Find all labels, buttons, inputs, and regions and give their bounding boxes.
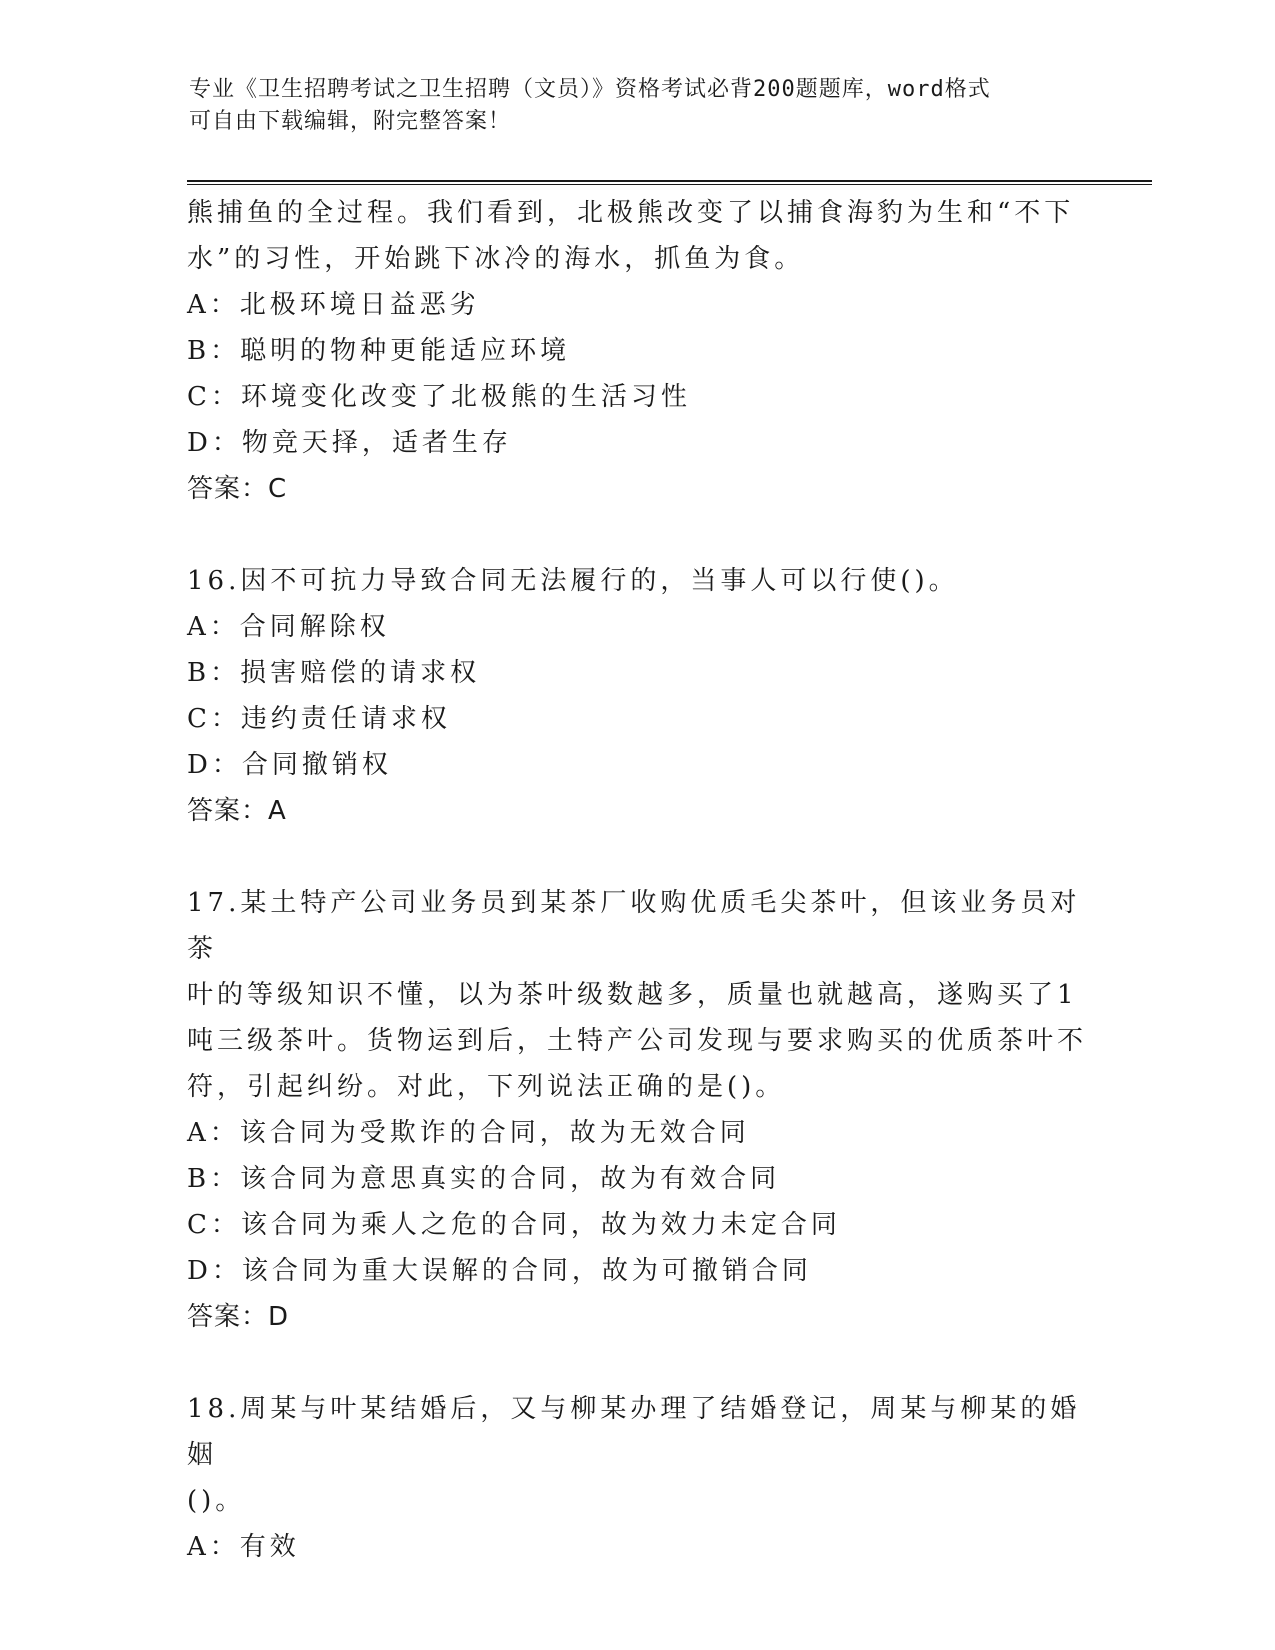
question-text-line: 16.因不可抗力导致合同无法履行的，当事人可以行使()。 (187, 566, 959, 596)
question-15-continuation (187, 190, 1087, 512)
document-header (189, 74, 1089, 138)
option-c: C：违约责任请求权 (187, 704, 451, 734)
option-b: B：该合同为意思真实的合同，故为有效合同 (187, 1164, 781, 1194)
header-divider-thick (187, 180, 1152, 182)
option-c: C：该合同为乘人之危的合同，故为效力未定合同 (187, 1210, 841, 1240)
question-17 (187, 880, 1087, 1340)
header-line-1: 专业《卫生招聘考试之卫生招聘（文员）》资格考试必背200题题库，word格式 (189, 77, 991, 102)
answer-line: 答案：C (187, 474, 288, 504)
question-text-line: 熊捕鱼的全过程。我们看到，北极熊改变了以捕食海豹为生和“不下 (187, 198, 1075, 228)
header-divider-thin (187, 184, 1152, 185)
option-a: A：合同解除权 (187, 612, 390, 642)
option-a: A：该合同为受欺诈的合同，故为无效合同 (187, 1118, 750, 1148)
document-body (187, 190, 1087, 1570)
option-b: B：聪明的物种更能适应环境 (187, 336, 571, 366)
answer-line: 答案：A (187, 796, 287, 826)
option-d: D：合同撤销权 (187, 750, 392, 780)
question-text-line: ()。 (187, 1486, 246, 1516)
question-18 (187, 1386, 1087, 1570)
question-text-line: 水”的习性，开始跳下冰冷的海水，抓鱼为食。 (187, 244, 805, 274)
question-text-line: 吨三级茶叶。货物运到后，土特产公司发现与要求购买的优质茶叶不 (187, 1026, 1088, 1056)
option-d: D：该合同为重大误解的合同，故为可撤销合同 (187, 1256, 812, 1286)
question-text-line: 17.某土特产公司业务员到某茶厂收购优质毛尖茶叶，但该业务员对茶 (187, 888, 1081, 964)
question-text-line: 符，引起纠纷。对此，下列说法正确的是()。 (187, 1072, 786, 1102)
option-b: B：损害赔偿的请求权 (187, 658, 481, 688)
option-a: A：有效 (187, 1532, 300, 1562)
header-line-2: 可自由下载编辑，附完整答案！ (189, 109, 512, 134)
option-c: C：环境变化改变了北极熊的生活习性 (187, 382, 691, 412)
option-a: A：北极环境日益恶劣 (187, 290, 480, 320)
question-16 (187, 558, 1087, 834)
question-text-line: 18.周某与叶某结婚后，又与柳某办理了结婚登记，周某与柳某的婚姻 (187, 1394, 1081, 1470)
question-text-line: 叶的等级知识不懂，以为茶叶级数越多，质量也就越高，遂购买了1 (187, 980, 1078, 1010)
answer-line: 答案：D (187, 1302, 290, 1332)
option-d: D：物竞天择，适者生存 (187, 428, 512, 458)
